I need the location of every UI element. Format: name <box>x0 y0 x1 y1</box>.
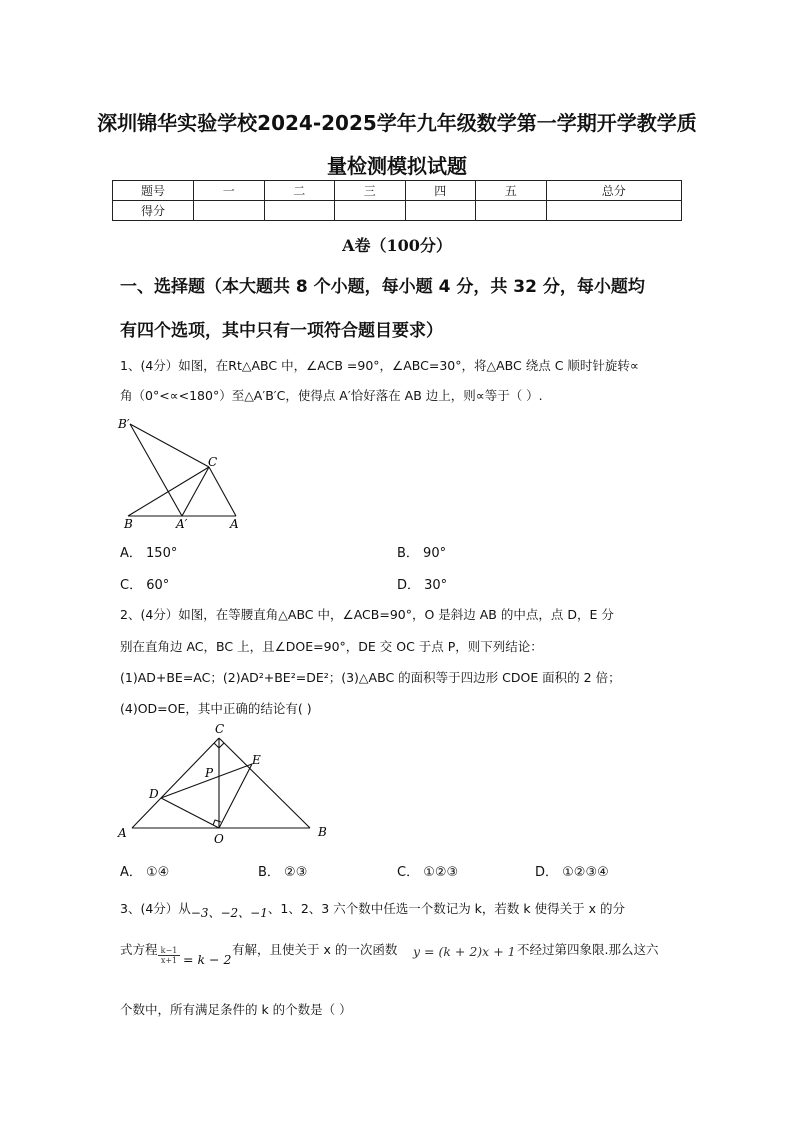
q3-equation-rhs: = k − 2 <box>183 952 232 967</box>
q2-text-line3: (1)AD+BE=AC；(2)AD²+BE²=DE²；(3)△ABC 的面积等于四边形 CDOE 面积的 2 倍； <box>120 670 621 685</box>
score-cell: 四 <box>405 181 476 201</box>
q1-option-c[interactable]: C． 60° <box>120 578 170 593</box>
score-table-score-row <box>113 201 682 221</box>
q3-negative-numbers: −3、−2、−1 <box>190 906 268 920</box>
q3-text-line3: 个数中，所有满足条件的 k 的个数是（ ） <box>120 1002 352 1017</box>
label-a: A <box>118 826 127 840</box>
q3-text-line1 <box>120 899 625 920</box>
score-cell: 题号 <box>113 181 194 201</box>
score-input-cell[interactable] <box>546 201 682 221</box>
q2-text-line2: 别在直角边 AC，BC 上，且∠DOE=90°，DE 交 OC 于点 P，则下列结论： <box>120 639 543 654</box>
score-cell: 一 <box>194 181 265 201</box>
label-b: B <box>318 825 327 839</box>
title-line-2: 量检测模拟试题 <box>327 154 467 178</box>
score-input-cell[interactable] <box>335 201 406 221</box>
q1-text-line1: 1、(4分）如图，在Rt△ABC 中，∠ACB =90°，∠ABC=30°，将△ABC 绕点 C 顺时针旋转∝ <box>120 358 639 373</box>
q3-fraction-denominator: x+1 <box>160 956 178 965</box>
label-e: E <box>252 753 261 767</box>
score-input-cell[interactable] <box>476 201 547 221</box>
label-c: C <box>215 722 225 736</box>
q2-option-d[interactable]: D． ①②③④ <box>535 865 609 880</box>
title-line-1: 深圳锦华实验学校2024-2025学年九年级数学第一学期开学教学质 <box>97 111 697 135</box>
q1-option-a[interactable]: A． 150° <box>120 546 178 561</box>
label-d: D <box>149 787 159 801</box>
score-cell: 二 <box>264 181 335 201</box>
score-cell: 总分 <box>546 181 682 201</box>
q3-line2-prefix: 式方程 <box>120 942 158 957</box>
q3-line1-rest: 、1、2、3 六个数中任选一个数记为 k，若数 k 使得关于 x 的分 <box>267 901 625 916</box>
score-table <box>112 180 682 221</box>
q2-option-b[interactable]: B． ②③ <box>258 865 308 880</box>
score-cell: 得分 <box>113 201 194 221</box>
label-b-prime: B′ <box>118 417 130 431</box>
label-p: P <box>205 766 214 780</box>
q3-line2-middle: 有解，且使关于 x 的一次函数 <box>232 942 398 957</box>
q2-figure <box>112 718 337 848</box>
q3-line2-end: 不经过第四象限.那么这六 <box>517 942 659 957</box>
label-b: B <box>124 517 133 531</box>
part1-heading-line1: 一、选择题（本大题共 8 个小题，每小题 4 分，共 32 分，每小题均 <box>120 277 645 297</box>
section-a-heading: A卷（100分） <box>342 236 452 255</box>
q2-text-line1: 2、(4分）如图，在等腰直角△ABC 中，∠ACB=90°，O 是斜边 AB 的中点，点 D，E 分 <box>120 607 614 622</box>
score-cell: 五 <box>476 181 547 201</box>
score-table-header-row <box>113 181 682 201</box>
q3-prefix: 3、(4分）从 <box>120 901 191 916</box>
score-input-cell[interactable] <box>264 201 335 221</box>
q2-option-a[interactable]: A． ①④ <box>120 865 170 880</box>
label-a: A <box>230 517 239 531</box>
q3-linear-function: y = (k + 2)x + 1 <box>413 944 516 959</box>
q2-option-c[interactable]: C． ①②③ <box>397 865 459 880</box>
q2-text-line4: (4)OD=OE，其中正确的结论有( ) <box>120 701 312 716</box>
score-input-cell[interactable] <box>405 201 476 221</box>
part1-heading-line2: 有四个选项，其中只有一项符合题目要求） <box>120 321 443 341</box>
q1-option-d[interactable]: D． 30° <box>397 578 448 593</box>
label-a-prime: A′ <box>176 517 188 531</box>
q1-text-line2: 角（0°<∝<180°）至△A′B′C，使得点 A′恰好落在 AB 边上，则∝等于（ ）. <box>120 388 543 403</box>
q3-fraction-numerator: k−1 <box>158 946 180 956</box>
label-o: O <box>214 832 224 846</box>
q1-figure <box>112 414 252 532</box>
score-input-cell[interactable] <box>194 201 265 221</box>
score-cell: 三 <box>335 181 406 201</box>
q1-option-b[interactable]: B． 90° <box>397 546 447 561</box>
q3-fraction <box>158 946 180 965</box>
label-c: C <box>208 455 218 469</box>
